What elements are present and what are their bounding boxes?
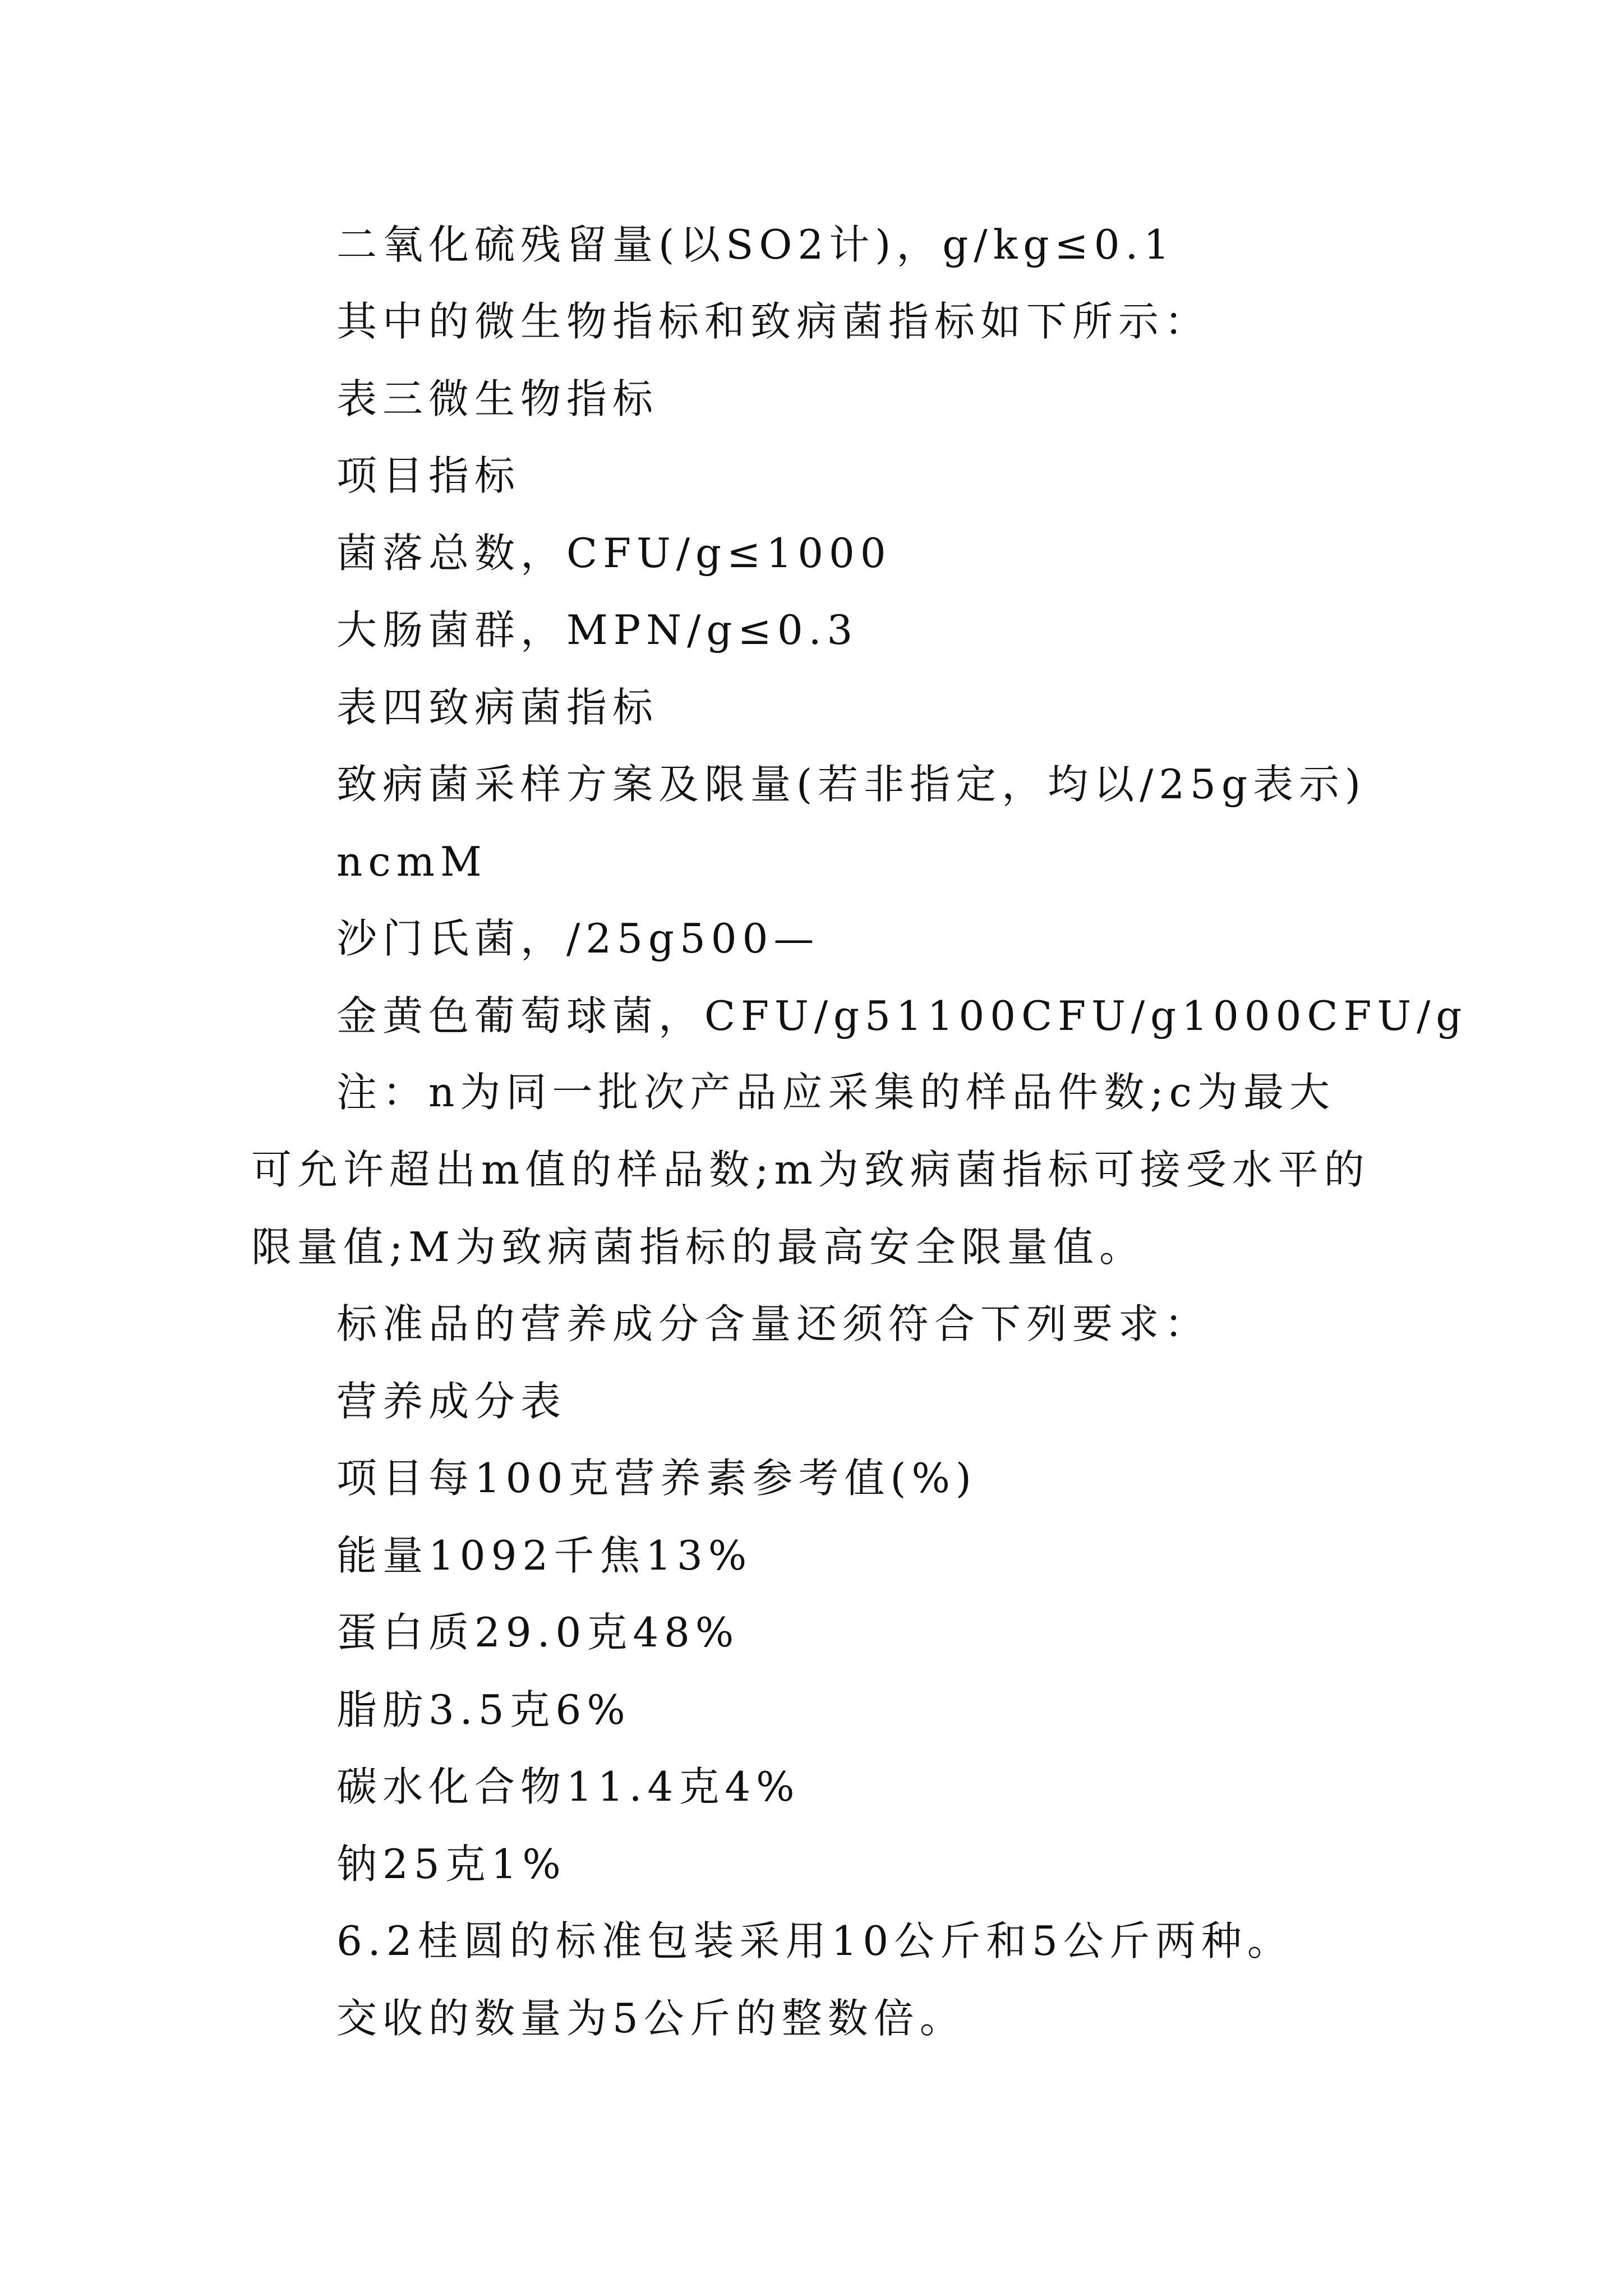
nutrition-row-protein: 蛋白质29.0克48% [336,1609,740,1656]
nutrition-row-fat: 脂肪3.5克6% [336,1686,631,1733]
table-4-header: 致病菌采样方案及限量(若非指定，均以/25g表示) [336,761,1367,808]
text-line-packaging: 6.2桂圆的标准包装采用10公斤和5公斤两种。 [336,1917,1293,1964]
nutrition-row-energy: 能量1092千焦13% [336,1532,753,1579]
table-3-title: 表三微生物指标 [336,375,659,422]
table-4-subheader: ncmM [336,838,487,885]
table-3-row-colony-count: 菌落总数，CFU/g≤1000 [336,530,892,577]
nutrition-row-sodium: 钠25克1% [336,1841,566,1888]
nutrition-row-carbohydrate: 碳水化合物11.4克4% [336,1763,800,1810]
table-3-header: 项目指标 [336,452,521,499]
table-4-note: 注：n为同一批次产品应采集的样品件数;c为最大可允许超出m值的样品数;m为致病菌指标可接受水平的限量值;M为致病菌指标的最高安全限量值。 [251,1069,1370,1271]
text-line-delivery-quantity: 交收的数量为5公斤的整数倍。 [336,1995,966,2042]
nutrition-table-header: 项目每100克营养素参考值(%) [336,1455,978,1502]
text-line-nutrition-intro: 标准品的营养成分含量还须符合下列要求： [336,1300,1211,1347]
table-4-row-salmonella: 沙门氏菌，/25g500— [336,915,820,962]
table-4-title: 表四致病菌指标 [336,684,659,731]
nutrition-table-title: 营养成分表 [336,1378,567,1425]
table-3-row-coliforms: 大肠菌群，MPN/g≤0.3 [336,606,859,654]
text-line-indicator-intro: 其中的微生物指标和致病菌指标如下所示： [336,298,1211,345]
table-4-row-staphylococcus: 金黄色葡萄球菌，CFU/g51100CFU/g1000CFU/g [336,992,1468,1039]
text-line-sulfur-dioxide: 二氧化硫残留量(以SO2计)，g/kg≤0.1 [336,221,1175,268]
